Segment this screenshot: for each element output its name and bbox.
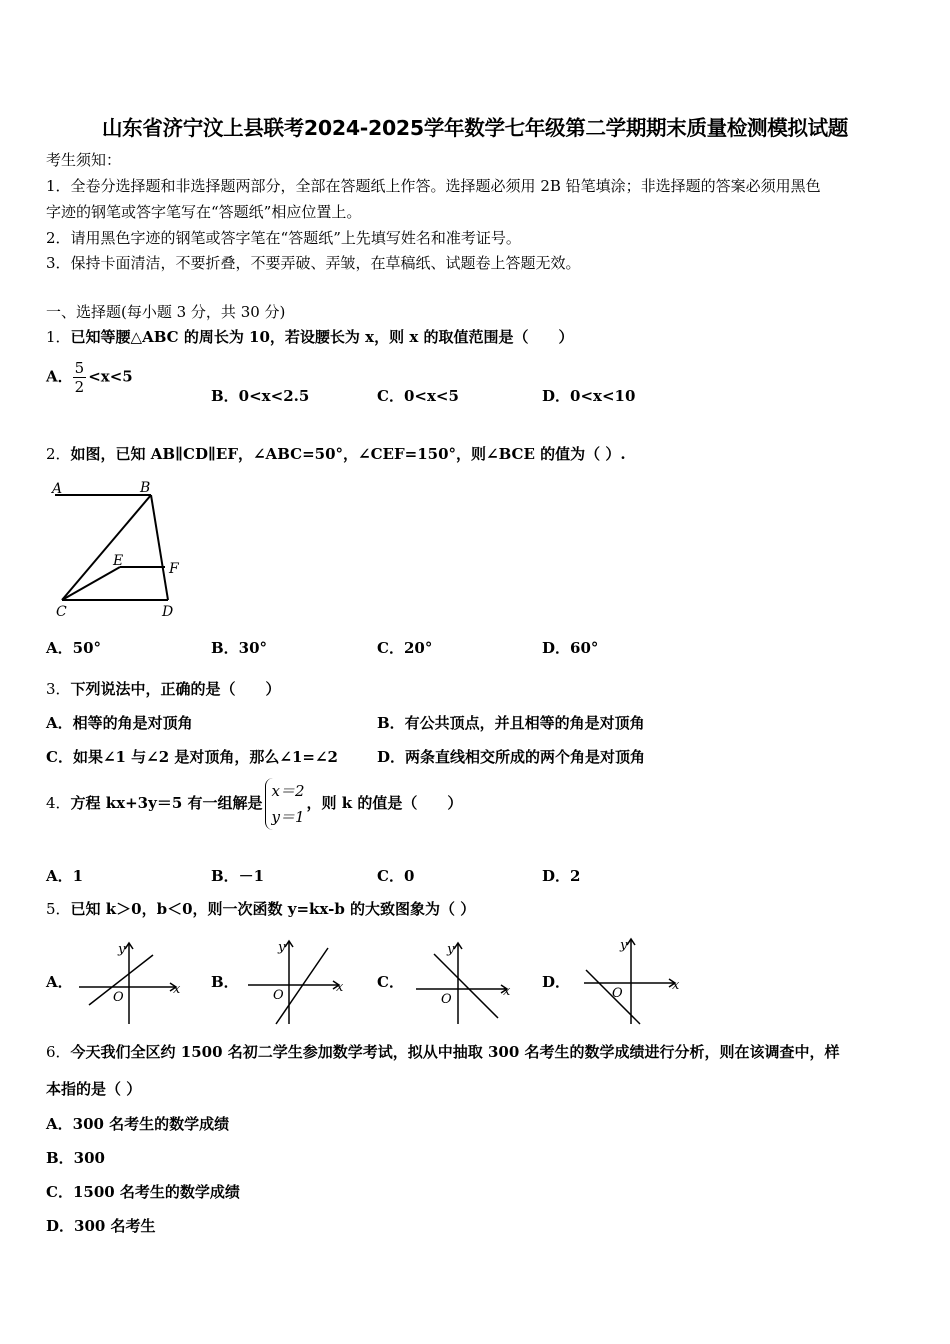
question-5-option-d-label[interactable]: D．: [542, 973, 571, 991]
function-line: [276, 948, 328, 1024]
question-5-graph-d[interactable]: [580, 934, 695, 1028]
equation-2: y＝1: [271, 808, 305, 826]
question-6-option-d[interactable]: D．300 名考生: [46, 1217, 156, 1235]
label-f: F: [169, 561, 179, 577]
question-4: [46, 778, 462, 830]
notice-item-1-line-2: 字迹的钢笔或答字笔写在“答题纸”相应位置上。: [46, 203, 362, 221]
question-5-option-c-label[interactable]: C．: [377, 973, 404, 991]
question-2: [46, 444, 626, 464]
label-a: A: [52, 481, 63, 497]
origin-label: O: [612, 986, 623, 1001]
question-4-option-b[interactable]: B．－1: [211, 867, 265, 885]
page-title: 山东省济宁汶上县联考2024-2025学年数学七年级第二学期期末质量检测模拟试题: [101, 116, 849, 140]
x-label: x: [672, 978, 680, 993]
fraction-denominator: 2: [74, 378, 85, 396]
label-e: E: [113, 553, 124, 569]
origin-label: O: [113, 990, 124, 1005]
question-6-option-a[interactable]: A．300 名考生的数学成绩: [46, 1115, 230, 1133]
question-6-text-line-1: 今天我们全区约 1500 名初二学生参加数学考试，拟从中抽取 300 名考生的数学成绩进行分析，则在该调查中，样: [70, 1043, 840, 1061]
question-2-option-a[interactable]: A．50°: [46, 639, 102, 657]
x-label: x: [336, 980, 344, 995]
question-4-text-before: 方程 kx+3y＝5 有一组解是: [70, 794, 263, 812]
equation-system: [265, 778, 305, 830]
y-label: y: [278, 940, 286, 955]
question-1-option-d[interactable]: D．0<x<10: [542, 387, 636, 405]
question-3-option-d[interactable]: D．两条直线相交所成的两个角是对顶角: [377, 748, 646, 766]
x-label: x: [173, 982, 181, 997]
question-4-option-a[interactable]: A．1: [46, 867, 84, 885]
question-5-graph-a[interactable]: [75, 938, 190, 1028]
origin-label: O: [441, 992, 452, 1007]
y-label: y: [447, 942, 455, 957]
question-5-number: 5．: [46, 900, 71, 918]
question-5-graph-b[interactable]: [242, 936, 357, 1028]
fraction-five-halves: [73, 359, 87, 396]
question-1-option-a[interactable]: [46, 359, 133, 396]
label-b: B: [140, 480, 151, 496]
question-2-text: 如图，已知 AB∥CD∥EF，∠ABC=50°，∠CEF=150°，则∠BCE 的值为（ ）.: [70, 445, 626, 463]
notice-item-3: 3．保持卡面清洁，不要折叠，不要弄破、弄皱，在草稿纸、试题卷上答题无效。: [46, 254, 581, 272]
question-5-graph-c[interactable]: [410, 938, 525, 1028]
label-c: C: [56, 604, 67, 620]
question-3-option-b[interactable]: B．有公共顶点，并且相等的角是对顶角: [377, 714, 645, 732]
notice-heading: 考生须知：: [46, 151, 122, 169]
equation-1: x＝2: [271, 782, 305, 800]
question-2-option-d[interactable]: D．60°: [542, 639, 599, 657]
question-3-number: 3．: [46, 680, 71, 698]
fraction-numerator: 5: [74, 359, 85, 377]
question-2-option-c[interactable]: C．20°: [377, 639, 433, 657]
question-6-option-b[interactable]: B．300: [46, 1149, 105, 1167]
question-6-option-c[interactable]: C．1500 名考生的数学成绩: [46, 1183, 240, 1201]
origin-label: O: [273, 988, 284, 1003]
option-a-label: A．: [46, 367, 73, 386]
question-6-text-line-2: 本指的是（ ）: [46, 1080, 142, 1098]
question-6-line-1: [46, 1042, 840, 1062]
question-5-option-a-label[interactable]: A．: [46, 973, 73, 991]
line-ce: [62, 567, 120, 600]
question-4-text-after: ，则 k 的值是（ ）: [306, 794, 463, 812]
question-5-option-b-label[interactable]: B．: [211, 973, 239, 991]
question-2-number: 2．: [46, 445, 71, 463]
question-3: [46, 679, 281, 699]
question-1: [46, 327, 574, 347]
y-label: y: [118, 942, 126, 957]
question-2-figure: [40, 475, 190, 620]
question-1-option-c[interactable]: C．0<x<5: [377, 387, 459, 405]
question-5-text: 已知 k＞0，b＜0，则一次函数 y=kx-b 的大致图象为（ ）: [70, 900, 476, 918]
question-2-option-b[interactable]: B．30°: [211, 639, 268, 657]
section-heading: 一、选择题(每小题 3 分，共 30 分): [46, 303, 286, 321]
question-4-number: 4．: [46, 794, 71, 812]
question-3-option-c[interactable]: C．如果∠1 与∠2 是对顶角，那么∠1=∠2: [46, 748, 338, 766]
question-3-text: 下列说法中，正确的是（ ）: [70, 680, 281, 698]
y-label: y: [620, 938, 628, 953]
x-label: x: [503, 984, 511, 999]
figure-lines: [55, 495, 168, 600]
question-6-number: 6．: [46, 1043, 71, 1061]
question-1-number: 1．: [46, 328, 71, 346]
notice-item-2: 2．请用黑色字迹的钢笔或答字笔在“答题纸”上先填写姓名和准考证号。: [46, 229, 521, 247]
question-3-option-a[interactable]: A．相等的角是对顶角: [46, 714, 193, 732]
notice-item-1-line-1: 1．全卷分选择题和非选择题两部分，全部在答题纸上作答。选择题必须用 2B 铅笔填涂；非选择题的答案必须用黑色: [46, 177, 821, 195]
question-4-option-d[interactable]: D．2: [542, 867, 581, 885]
line-bd: [151, 495, 168, 600]
option-a-rest: <x<5: [88, 367, 133, 386]
question-4-option-c[interactable]: C．0: [377, 867, 415, 885]
question-1-text: 已知等腰△ABC 的周长为 10，若设腰长为 x，则 x 的取值范围是（ ）: [70, 328, 574, 346]
question-5: [46, 899, 475, 919]
line-bc: [62, 495, 151, 600]
question-1-option-b[interactable]: B．0<x<2.5: [211, 387, 310, 405]
function-line: [434, 954, 498, 1018]
label-d: D: [162, 604, 174, 620]
